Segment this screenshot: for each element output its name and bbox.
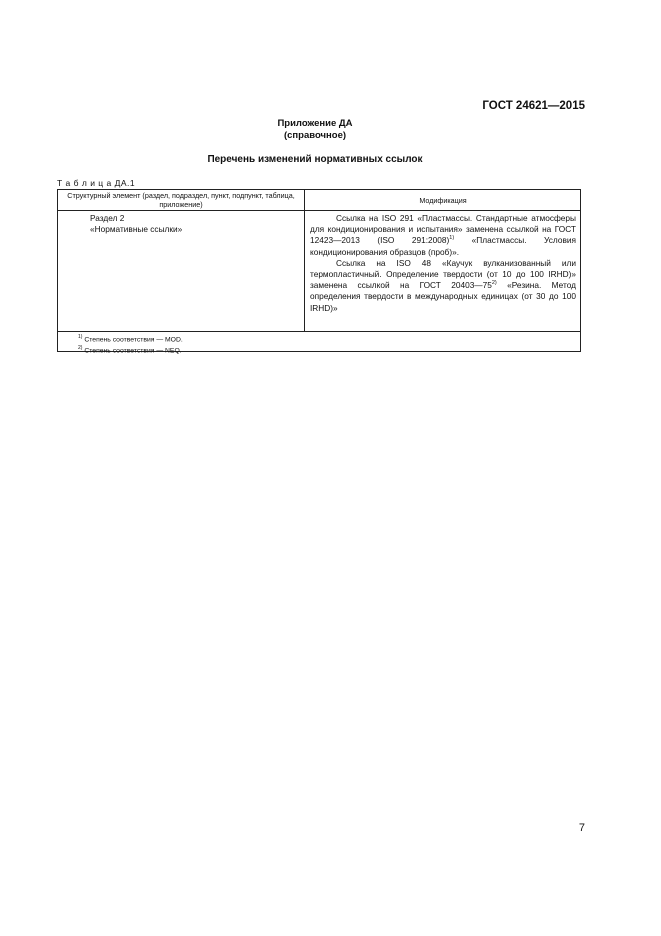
changes-table xyxy=(57,189,581,355)
modification-paragraph-2: Ссылка на ISO 48 «Каучук вулканизованный или термопластичный. Определение твердости (от 10 до 100 IRHD)» заменена ссылкой на ГОСТ 20403—75$^{2)}$ «Резина. Метод определения твердости в международных единицах (от 30 до 100 IRHD)» xyxy=(310,257,577,313)
annex-title: Приложение ДА xyxy=(277,118,353,129)
table-caption: Т а б л и ц а ДА.1 xyxy=(57,178,136,188)
document-title: Перечень изменений нормативных ссылок xyxy=(207,154,423,165)
column-header-structural-element: Структурный элемент (раздел, подраздел, пункт, подпункт, таблица, приложение) xyxy=(67,191,295,209)
page-number: 7 xyxy=(578,822,585,834)
footnote-1: $^{1)}$ Степень соответствия — MOD. xyxy=(78,334,183,344)
section-number: Раздел 2 xyxy=(90,213,125,223)
footnote-divider xyxy=(58,331,580,332)
structural-element-cell xyxy=(90,213,182,234)
footnote-ref-1: 1) xyxy=(449,235,455,242)
footnote-ref-2: 2) xyxy=(491,280,497,287)
header-divider xyxy=(58,210,580,211)
standard-code: ГОСТ 24621—2015 xyxy=(482,100,585,112)
annex-subtitle: (справочное) xyxy=(283,130,347,141)
section-name: «Нормативные ссылки» xyxy=(90,223,183,234)
table-footnotes xyxy=(78,333,183,356)
modification-paragraph-1: Ссылка на ISO 291 «Пластмассы. Стандартные атмосферы для кондиционирования и испытания» заменена ссылкой на ГОСТ 12423—2013 (ISO 291:2008)$^{1)}$ «Пластмассы. Условия кондиционирования образцов (проб)». xyxy=(310,213,576,257)
modification-cell xyxy=(310,213,576,314)
column-divider xyxy=(304,190,305,331)
footnote-2: $^{2)}$ Степень соответствия — NEQ. xyxy=(78,345,182,355)
column-header-modification: Модификация xyxy=(419,196,467,205)
